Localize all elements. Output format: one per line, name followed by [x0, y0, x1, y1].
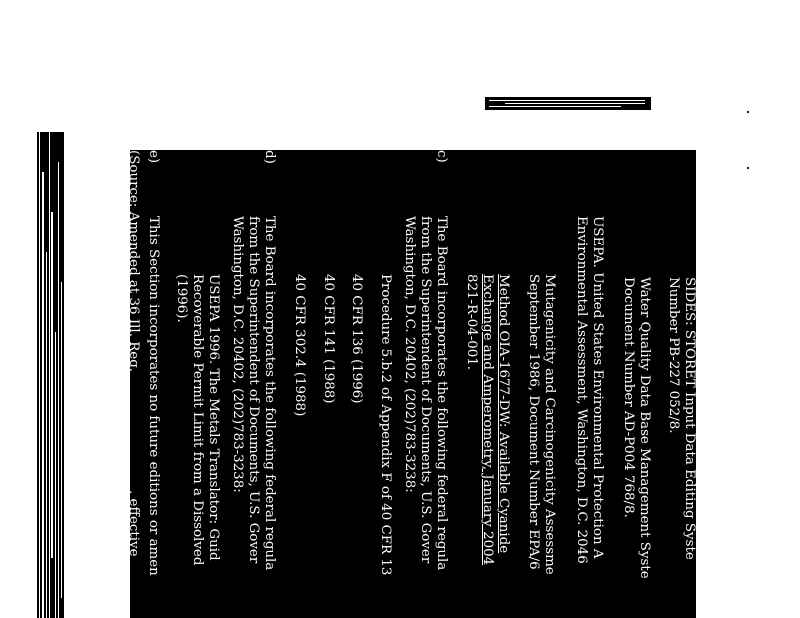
scan-speck	[747, 167, 749, 169]
text-line: Exchange and Amperometry, January 2004	[480, 274, 495, 566]
text-line: Washington, D.C. 20402, (202)783-3238:	[230, 216, 245, 493]
text-line: USEPA. United States Environmental Protection A	[590, 216, 605, 559]
text-line: Mutagenicity and Carcinogenicity Assessme	[542, 274, 557, 575]
source-note: (Source: Amended at 36 Ill. Reg.	[126, 150, 141, 373]
text-line: 40 CFR 136 (1996)	[349, 274, 364, 404]
text-line: Procedure 5.b.2 of Appendix F of 40 CFR 13	[378, 274, 393, 576]
text-line: Environmental Assessment, Washington, D.C. 2046	[574, 216, 589, 564]
text-line: from the Superintendent of Documents, U.S. Gover	[418, 216, 433, 564]
scan-speck	[747, 111, 749, 113]
text-line: The Board incorporates the following federal regula	[434, 216, 449, 571]
section-marker-e: e)	[146, 150, 161, 164]
text-line: SIDES: STORET Input Data Editing Syste	[682, 277, 697, 560]
rotated-document-page	[126, 150, 697, 618]
source-note-effective: , effective	[126, 490, 141, 557]
text-line: Document Number AD-P004 768/8.	[621, 277, 636, 518]
document-text	[126, 150, 697, 618]
text-line: Recoverable Permit Limit from a Dissolved	[190, 274, 205, 566]
text-line: The Board incorporates the following federal regula	[262, 216, 277, 571]
text-line: Washington, D.C. 20402, (202)783-3238:	[402, 216, 417, 493]
scan-artifact-bar	[485, 97, 651, 110]
text-line: USEPA 1996. The Metals Translator: Guid	[206, 274, 221, 561]
text-line: (1996).	[174, 274, 189, 323]
text-line: Method OIA-1677-DW: Available Cyanide	[496, 274, 511, 554]
text-line: 40 CFR 302.4 (1988)	[292, 274, 307, 417]
text-line: This Section incorporates no future editions or amen	[146, 216, 161, 576]
text-line: from the Superintendent of Documents, U.S. Gover	[246, 216, 261, 564]
text-line: Water Quality Data Base Management Syste	[637, 277, 652, 579]
text-line: Number PB-227 052/8.	[666, 277, 681, 434]
section-marker-d: d)	[262, 150, 277, 164]
section-marker-c: c)	[434, 150, 449, 163]
scan-edge-strip	[37, 132, 64, 618]
text-line: 821-R-04-001.	[464, 274, 479, 371]
text-line: September 1986, Document Number EPA/6	[526, 274, 541, 570]
text-line: 40 CFR 141 (1988)	[321, 274, 336, 404]
